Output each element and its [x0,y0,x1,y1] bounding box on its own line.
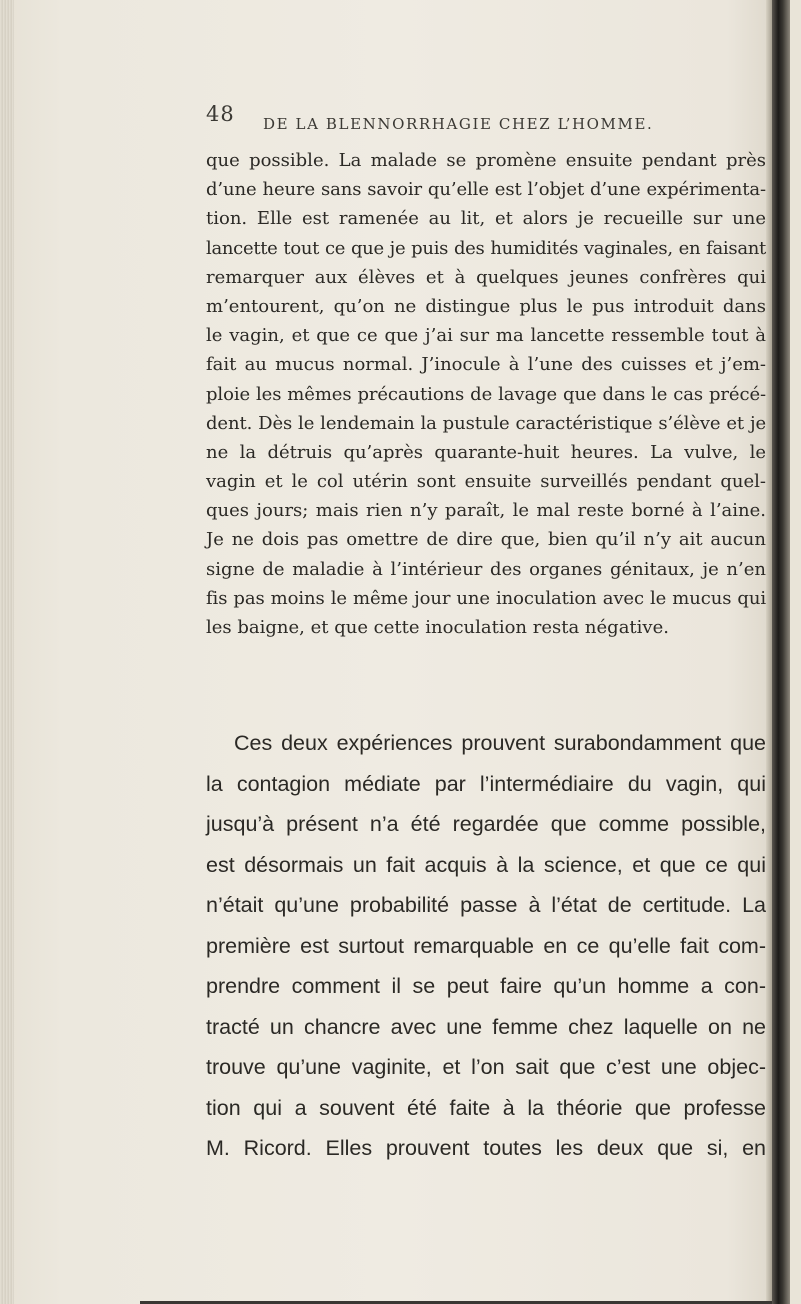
text-line: fait au mucus normal. J’inocule à l’une des cuisses et j’em- [206,354,766,376]
text-line: les baigne, et que cette inoculation resta négative. [206,617,669,638]
running-title: DE LA BLENNORRHAGIE CHEZ L’HOMME. [263,115,654,133]
text-line: M. Ricord. Elles prouvent toutes les deux que si, en [206,1136,766,1160]
text-line: ne la détruis qu’après quarante-huit heures. La vulve, le [206,441,766,463]
text-line: trouve qu’une vaginite, et l’on sait que c’est une objec- [206,1055,766,1079]
text-line: prendre comment il se peut faire qu’un homme a con- [206,974,766,998]
text-line: est désormais un fait acquis à la science, et que ce qui [206,852,766,877]
text-line: lancette tout ce que je puis des humidités vaginales, en faisant [206,237,766,259]
text-line: fis pas moins le même jour une inoculation avec le mucus qui [206,587,766,609]
text-line: Je ne dois pas omettre de dire que, bien qu’il n’y ait aucun [206,529,766,551]
paragraph-small-print [206,146,766,642]
text-line: la contagion médiate par l’intermédiaire du vagin, qui [206,771,766,796]
text-line: ques jours; mais rien n’y paraît, le mal reste borné à l’aine. [206,500,766,522]
text-line: remarquer aux élèves et à quelques jeunes confrères qui [206,266,766,288]
text-line: ploie les mêmes précautions de lavage que dans le cas précé- [206,383,766,405]
text-line: signe de maladie à l’intérieur des organes génitaux, je n’en [206,558,766,580]
text-line: première est surtout remarquable en ce qu’elle fait com- [206,933,766,958]
paragraph-large-print [206,723,766,1169]
text-line: tion qui a souvent été faite à la théorie que professe [206,1095,766,1120]
text-line: n’était qu’une probabilité passe à l’état de certitude. La [206,893,766,917]
text-line: m’entourent, qu’on ne distingue plus le pus introduit dans [206,295,766,317]
text-line: le vagin, et que ce que j’ai sur ma lancette ressemble tout à [206,325,766,347]
text-line: Ces deux expériences prouvent surabondamment que [234,731,766,755]
text-line: tion. Elle est ramenée au lit, et alors je recueille sur une [206,208,766,230]
text-line: jusqu’à présent n’a été regardée que comme possible, [206,812,766,836]
book-gutter-right [772,0,790,1304]
text-line: dent. Dès le lendemain la pustule caractéristique s’élève et je [206,412,766,434]
text-line: que possible. La malade se promène ensuite pendant près [206,150,766,171]
text-line: tracté un chancre avec une femme chez laquelle on ne [206,1014,766,1039]
page-number: 48 [206,102,235,126]
text-line: vagin et le col utérin sont ensuite surveillés pendant quel- [206,471,766,493]
text-line: d’une heure sans savoir qu’elle est l’objet d’une expérimenta- [206,179,766,201]
binding-edge-left [0,0,14,1304]
